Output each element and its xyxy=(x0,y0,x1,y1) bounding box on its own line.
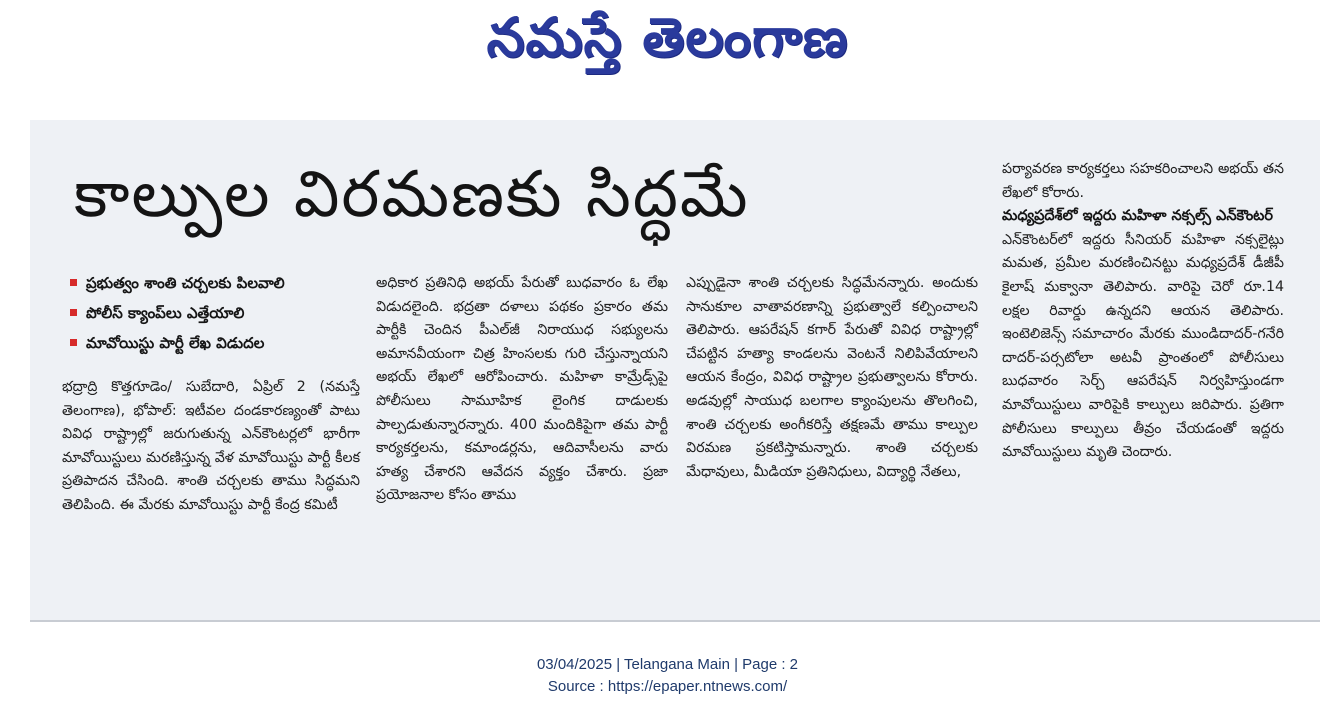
highlight-item xyxy=(70,298,370,328)
newspaper-logo: నమస్తే తెలంగాణ xyxy=(486,6,849,69)
bullet-square-icon xyxy=(70,279,77,286)
body-text: భద్రాద్రి కొత్తగూడెం/ సుబేదారి, ఏప్రిల్ 2 (నమస్తే తెలంగాణ), భోపాల్: ఇటీవల దండకారణ్యంతో పాటు వివిధ రాష్ట్రాల్లో జరుగుతున్న ఎన్‌కౌంటర్లలో భారీగా మావోయిస్టులు మరణిస్తున్న వేళ మావోయిస్టు పార్టీ కీలక ప్రతిపాదన చేసింది. శాంతి చర్చలకు తాము సిద్ధమని తెలిపింది. ఈ మేరకు మావోయిస్టు పార్టీ కేంద్ర కమిటీ xyxy=(62,379,360,513)
sub-heading: మధ్యప్రదేశ్‌లో ఇద్దరు మహిళా నక్సల్స్ ఎన్‌కౌంటర్ xyxy=(1002,208,1273,225)
bullet-square-icon xyxy=(70,309,77,316)
article-headline: కాల్పుల విరమణకు సిద్ధమే xyxy=(74,158,750,232)
highlight-item xyxy=(70,328,370,358)
page-footer xyxy=(0,654,1335,698)
article-column-4 xyxy=(1002,158,1284,465)
body-text: పర్యావరణ కార్యకర్తలు సహకరించాలని అభయ్ తన లేఖలో కోరారు. xyxy=(1002,161,1284,201)
highlights-list xyxy=(70,268,370,358)
edition-info: 03/04/2025 | Telangana Main | Page : 2 xyxy=(536,656,799,673)
article-clipping xyxy=(30,120,1320,622)
body-text: ఎన్‌కౌంటర్‌లో ఇద్దరు సీనియర్ మహిళా నక్సలైట్లు మమత, ప్రమీల మరణించినట్టు మధ్యప్రదేశ్ డీజీపీ కైలాష్ మక్వానా తెలిపారు. వారిపై చెరో రూ.14 లక్షల రివార్డు ఉన్నదని ఆయన తెలిపారు. ఇంటెలిజెన్స్ సమాచారం మేరకు ముండిదాదర్-గనేరి దాదర్-పర్సటోలా అటవీ ప్రాంతంలో పోలీసులు బుధవారం సెర్చ్ ఆపరేషన్ నిర్వహిస్తుండగా మావోయిస్టులు వారిపైకి కాల్పులు జరిపారు. ప్రతిగా పోలీసులు కాల్పులు తీవ్రం చేయడంతో ఇద్దరు మావోయిస్టులు మృతి చెందారు. xyxy=(1002,231,1284,461)
highlight-item xyxy=(70,268,370,298)
source-link[interactable]: Source : https://epaper.ntnews.com/ xyxy=(547,678,788,695)
highlight-text: మావోయిస్టు పార్టీ లేఖ విడుదల xyxy=(86,334,265,352)
body-text: ఎప్పుడైనా శాంతి చర్చలకు సిద్ధమేనన్నారు. అందుకు సానుకూల వాతావరణాన్ని ప్రభుత్వాలే కల్పించాలని తెలిపారు. ఆపరేషన్ కగార్ పేరుతో వివిధ రాష్ట్రాల్లో చేపట్టిన హత్యా కాండలను వెంటనే నిలిపివేయాలని ఆయన కేంద్రం, వివిధ రాష్ట్రాల ప్రభుత్వాలను కోరారు. అడవుల్లో సాయుధ బలగాల క్యాంపులను తొలగించి, శాంతి చర్చలకు అంగీకరిస్తే తక్షణమే తాము కాల్పుల విరమణ ప్రకటిస్తామన్నారు. శాంతి చర్చలకు మేధావులు, మీడియా ప్రతినిధులు, విద్యార్థి నేతలు, xyxy=(686,275,978,480)
article-column-2 xyxy=(376,272,668,508)
body-text: అధికార ప్రతినిధి అభయ్ పేరుతో బుధవారం ఓ లేఖ విడుదలైంది. భద్రతా దళాలు పథకం ప్రకారం తమ పార్టీకి చెందిన పీఎల్‌జీ నిరాయుధ సభ్యులను అమానవీయంగా చిత్ర హింసలకు గురి చేస్తున్నాయని అభయ్ లేఖలో ఆరోపించారు. మహిళా కామ్రేడ్స్‌పై పోలీసులు సామూహిక లైంగిక దాడులకు పాల్పడుతున్నారన్నారు. 400 మందికిపైగా తమ పార్టీ కార్యకర్తలను, కమాండర్లను, ఆదివాసీలను వారు హత్య చేశారని ఆవేదన వ్యక్తం చేశారు. ప్రజా ప్రయోజనాల కోసం తాము xyxy=(376,275,668,504)
bullet-square-icon xyxy=(70,339,77,346)
masthead xyxy=(0,0,1335,80)
article-column-1 xyxy=(62,376,360,518)
article-column-3 xyxy=(686,272,978,484)
highlight-text: ప్రభుత్వం శాంతి చర్చలకు పిలవాలి xyxy=(86,274,285,292)
highlight-text: పోలీస్ క్యాంప్‌లు ఎత్తేయాలి xyxy=(86,304,245,322)
